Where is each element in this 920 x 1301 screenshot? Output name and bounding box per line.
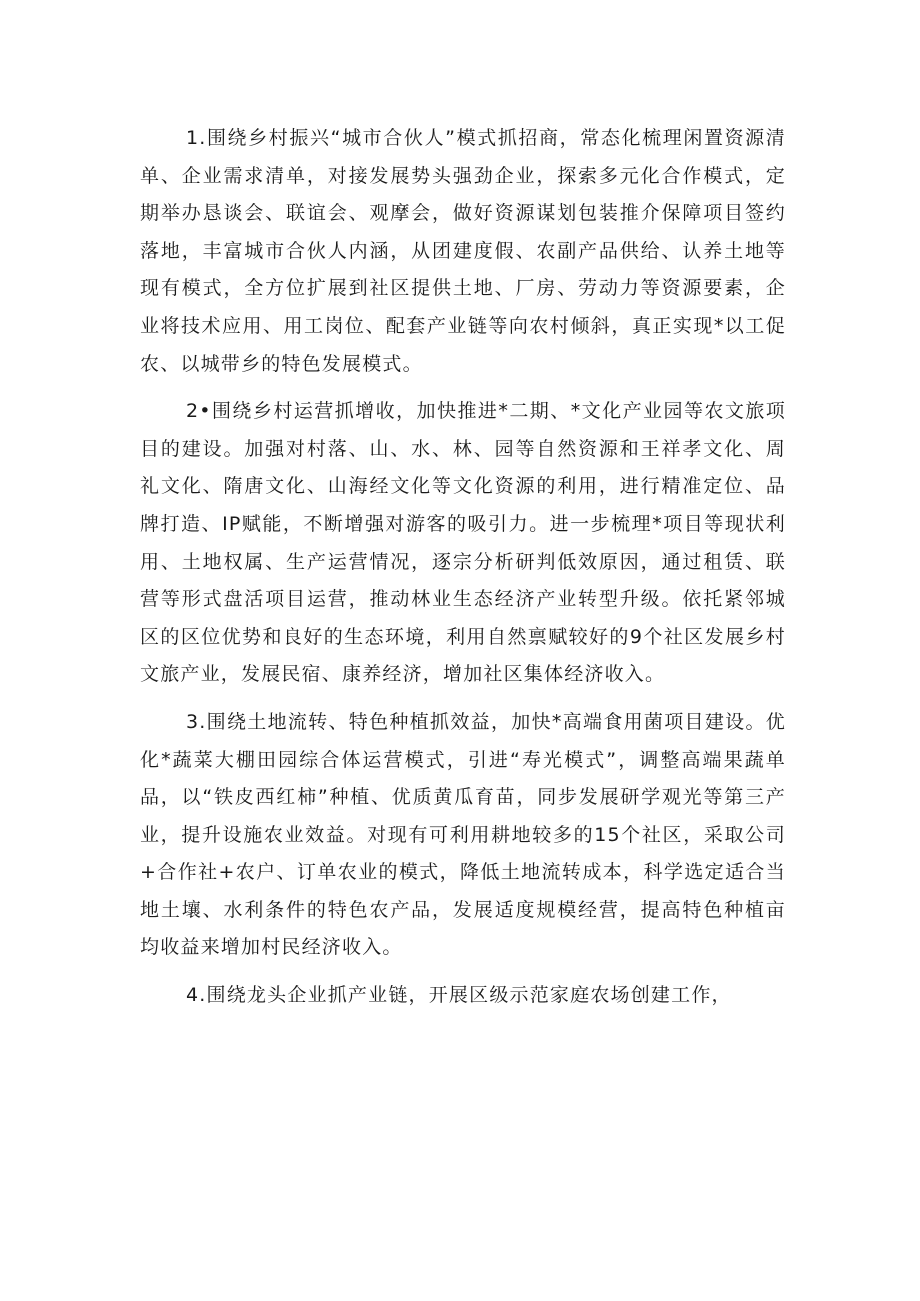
- paragraph-1: 1.围绕乡村振兴“城市合伙人”模式抓招商，常态化梳理闲置资源清单、企业需求清单，对接发展势头强劲企业，探索多元化合作模式，定期举办恳谈会、联谊会、观摩会，做好资源谋划包装推介保障项目签约落地，丰富城市合伙人内涵，从团建度假、农副产品供给、认养土地等现有模式，全方位扩展到社区提供土地、厂房、劳动力等资源要素，企业将技术应用、用工岗位、配套产业链等向农村倾斜，真正实现*以工促农、以城带乡的特色发展模式。: [140, 127, 786, 375]
- paragraph-3: 3.围绕土地流转、特色种植抓效益，加快*高端食用菌项目建设。优化*蔬菜大棚田园综合体运营模式，引进“寿光模式”，调整高端果蔬单品，以“铁皮西红柿”种植、优质黄瓜育苗，同步发展研学观光等第三产业，提升设施农业效益。对现有可利用耕地较多的15个社区，采取公司+合作社+农户、订单农业的模式，降低土地流转成本，科学选定适合当地土壤、水利条件的特色农产品，发展适度规模经营，提高特色种植亩均收益来增加村民经济收入。: [140, 710, 786, 959]
- paragraph-2: 2•围绕乡村运营抓增收，加快推进*二期、*文化产业园等农文旅项目的建设。加强对村落、山、水、林、园等自然资源和王祥孝文化、周礼文化、隋唐文化、山海经文化等文化资源的利用，进行精准定位、品牌打造、IP赋能，不断增强对游客的吸引力。进一步梳理*项目等现状利用、土地权属、生产运营情况，逐宗分析研判低效原因，通过租赁、联营等形式盘活项目运营，推动林业生态经济产业转型升级。依托紧邻城区的区位优势和良好的生态环境，利用自然禀赋较好的9个社区发展乡村文旅产业，发展民宿、康养经济，增加社区集体经济收入。: [140, 400, 786, 686]
- paragraph-4: 4.围绕龙头企业抓产业链，开展区级示范家庭农场创建工作，: [186, 984, 732, 1007]
- document-body: [140, 120, 786, 1025]
